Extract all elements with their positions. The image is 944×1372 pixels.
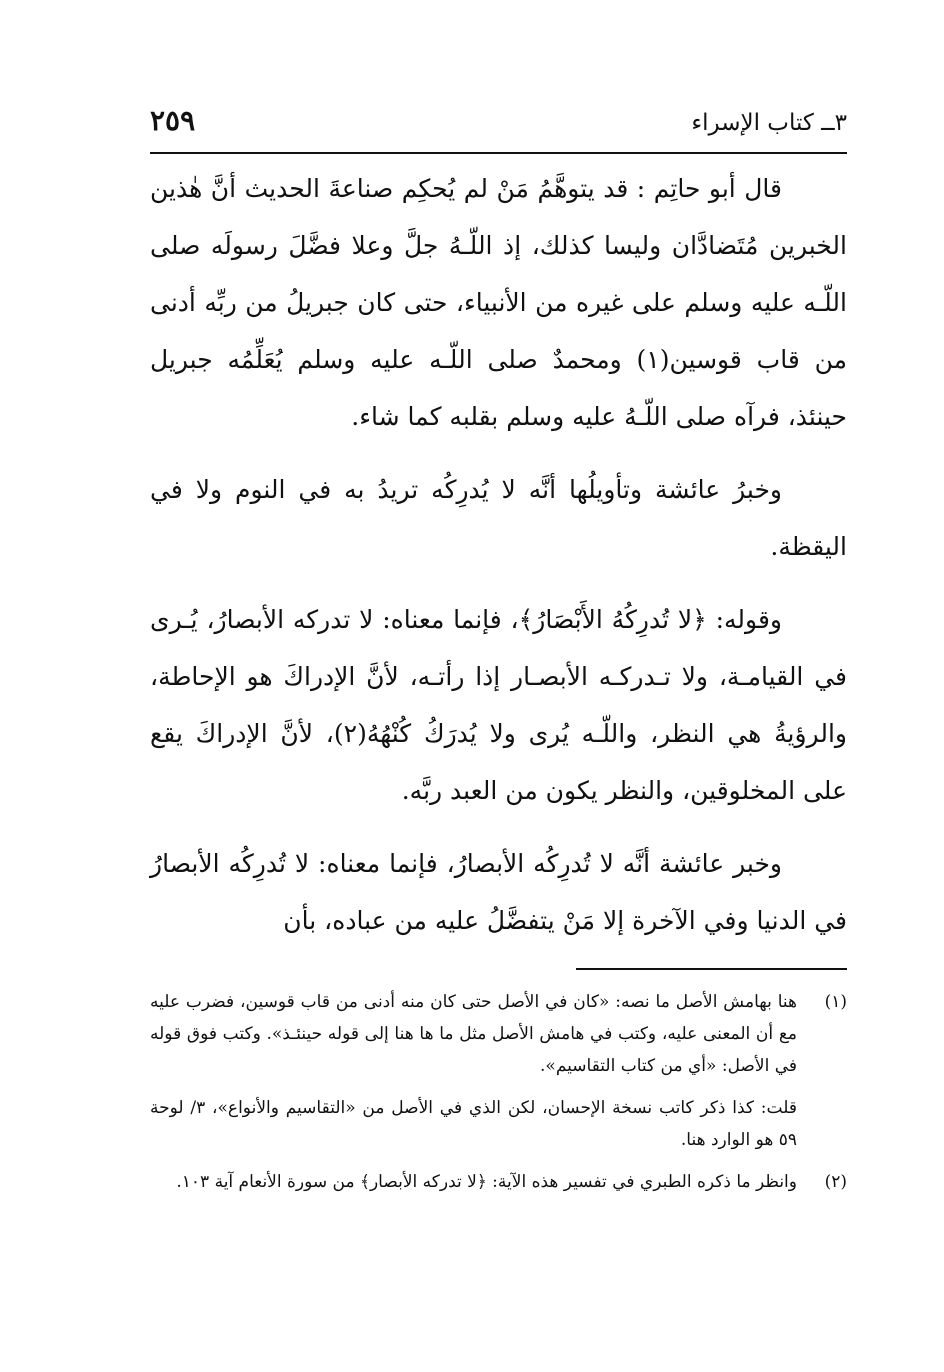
footnote-2 [150,1166,847,1198]
footnote-text: وانظر ما ذكره الطبري في تفسير هذه الآية: ﴿لا تدركه الأبصار﴾ من سورة الأنعام آية ١٠٣. [176,1172,797,1192]
footnote-text: هنا بهامش الأصل ما نصه: «كان في الأصل حتى كان منه أدنى من قاب قوسين، فضرب عليه مع أن المعنى عليه، وكتب في هامش الأصل مثل ما ها هنا إلى قوله حينئـذ». وكتب فوق قوله في الأصل: «أي من كتاب التقاسيم». [150,992,797,1076]
page-number: ٢٥٩ [150,104,196,137]
paragraph: قال أبو حاتِم : قد يتوهَّمُ مَنْ لم يُحكِم صناعةَ الحديث أنَّ هٰذين الخبرين مُتَضادَّان وليسا كذلك، إذ اللّـهُ جلَّ وعلا فضَّلَ رسولَه صلى اللّـه عليه وسلم على غيره من الأنبياء، حتى كان جبريلُ من ربِّه أدنى من قاب قوسين(١) ومحمدٌ صلى اللّـه عليه وسلم يُعَلِّمُه جبريل حينئذ، فرآه صلى اللّـهُ عليه وسلم بقلبه كما شاء. [150,174,847,431]
paragraph: وخبر عائشة أنَّه لا تُدرِكُه الأبصارُ، فإنما معناه: لا تُدرِكُه الأبصارُ في الدنيا وفي الآخرة إلا مَنْ يتفضَّلُ عليه من عباده، بأن [150,849,847,935]
footnote-text: قلت: كذا ذكر كاتب نسخة الإحسان، لكن الذي في الأصل من «التقاسيم والأنواع»، ٣/ لوحة ٥٩ هو الوارد هنا. [150,1098,797,1150]
chapter-title: ٣ــ كتاب الإسراء [691,110,847,136]
main-text [150,160,847,965]
paragraph: وخبرُ عائشة وتأويلُها أنَّه لا يُدرِكُه تريدُ به في النوم ولا في اليقظة. [150,475,847,561]
footnote-number: (٢) [824,1172,847,1192]
footnote-1 [150,986,847,1156]
footnote-divider [576,968,847,970]
footnote-number: (١) [824,992,847,1012]
footnotes [150,986,847,1208]
page-header [150,102,847,154]
paragraph: وقوله: ﴿لا تُدرِكُهُ الأَبْصَارُ﴾، فإنما معناه: لا تدركه الأبصارُ، يُـرى في القيامـة، ولا تـدركـه الأبصـار إذا رأتـه، لأنَّ الإدراكَ هو الإحاطة، والرؤيةُ هي النظر، واللّـه يُرى ولا يُدرَكُ كُنْهُهُ(٢)، لأنَّ الإدراكَ يقع على المخلوقين، والنظر يكون من العبد ربَّه. [150,605,847,805]
